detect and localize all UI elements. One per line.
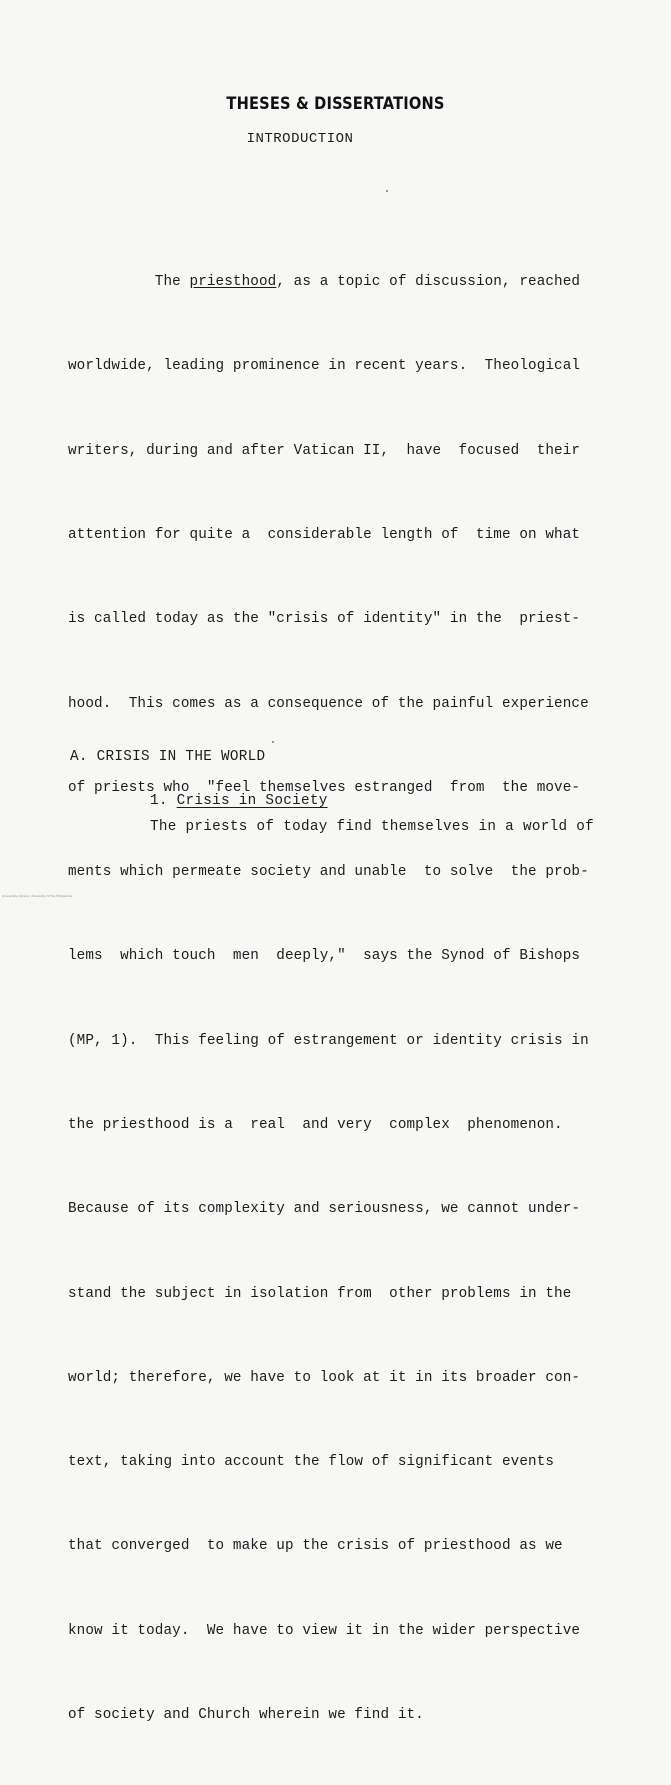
paragraph-line: stand the subject in isolation from other problems in the [68,1285,572,1302]
paragraph-line: The priests of today find themselves in a world of [150,819,594,835]
theses-dissertations-stamp: THESES & DISSERTATIONS [226,94,445,114]
introduction-paragraph [68,212,598,1785]
paragraph-line: is called today as the "crisis of identity" in the priest- [68,611,581,628]
subsection-heading [150,793,328,809]
paragraph-line: of priests who "feel themselves estranged from the move- [68,779,581,796]
paragraph-line: know it today. We have to view it in the wider perspective [68,1622,581,1639]
paragraph-line: (MP, 1). This feeling of estrangement or identity crisis in [68,1032,589,1049]
paragraph-line: the priesthood is a real and very complex phenomenon. [68,1117,563,1133]
paragraph-line: hood. This comes as a consequence of the painful experience [68,695,589,712]
section-heading: A. CRISIS IN THE WORLD [70,749,266,765]
paragraph-line: Because of its complexity and seriousness, we cannot under- [68,1201,581,1218]
paragraph-line: attention for quite a considerable length of time on what [68,527,581,544]
paragraph-text: , as a topic of discussion, reached [276,274,581,291]
subsection-number: 1. [150,793,177,809]
scan-speck [386,190,388,192]
paragraph-line: worldwide, leading prominence in recent years. Theological [68,358,581,375]
priesthood-underlined: priesthood [189,274,277,291]
paragraph-line: of society and Church wherein we find it. [68,1706,424,1723]
paragraph-line [68,268,598,296]
paragraph-line: world; therefore, we have to look at it in its broader con- [68,1369,581,1386]
paragraph-line: writers, during and after Vatican II, have focused their [68,442,581,459]
page-title: INTRODUCTION [246,131,354,147]
paragraph-line: ments which permeate society and unable to solve the prob- [68,864,589,881]
subsection-title: Crisis in Society [176,793,328,809]
paragraph-line: text, taking into account the flow of significant events [68,1454,555,1471]
paragraph-line: that converged to make up the crisis of priesthood as we [68,1538,563,1555]
paragraph-line: lems which touch men deeply," says the Synod of Bishops [68,948,581,965]
library-footer: University Library, University of the Philippines [2,894,73,898]
paragraph-text: The [154,274,190,291]
